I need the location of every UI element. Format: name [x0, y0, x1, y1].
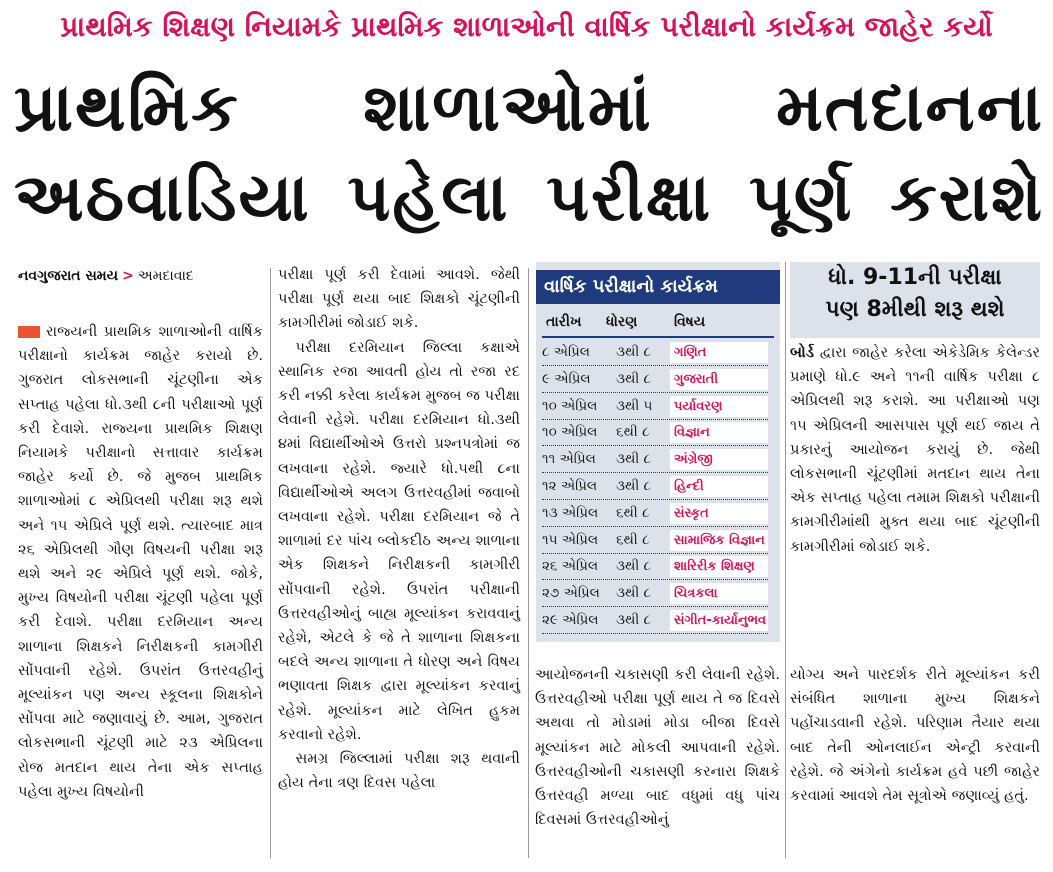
sidebar-lead: બોર્ડ: [790, 343, 815, 361]
schedule-subject: હિન્દી: [670, 476, 768, 497]
schedule-date: ૧૦ એપ્રિલ: [542, 397, 598, 414]
schedule-date: ૧૩ એપ્રિલ: [542, 504, 599, 521]
schedule-date: ૧૫ એપ્રિલ: [542, 531, 599, 548]
byline-arrow: >: [122, 268, 134, 284]
schedule-row: [542, 369, 774, 391]
row-separator: [542, 526, 768, 527]
schedule-date: ૯ એપ્રિલ: [542, 370, 591, 387]
paragraph: પરીક્ષા દરમિયાન જિલ્લા કક્ષાએ સ્થાનિક રજા આવતી હોય તો રજા રદ કરી નક્કી કરેલા કાર્યક્રમ મુજબ જ પરીક્ષા લેવાની રહેશે. પરીક્ષા દરમિયાન ધો.૩થી ૪માં વિદ્યાર્થીઓએ ઉત્તરો પ્રશ્નપત્રોમાં જ લખવાના રહેશે. જ્યારે ધો.૫થી ૮ના વિદ્યાર્થીઓએ અલગ ઉત્તરવહીમાં જવાબો લખવાના રહેશે. પરીક્ષા દરમિયાન જે તે શાળામાં દર પાંચ બ્લોકદીઠ અન્ય શાળાના એક શિક્ષકને નિરીક્ષકની કામગીરી સોંપવાની રહેશે. ઉપરાંત પરીક્ષાની ઉત્તરવહીઓનું બાહ્ય મૂલ્યાંકન કરાવવાનું રહેશે, એટલે કે જે તે શાળાના શિક્ષકના બદલે અન્ય શાળાના તે ધોરણ અને વિષય ભણાવતા શિક્ષક દ્વારા મૂલ્યાંકન કરવાનું રહેશે. મૂલ્યાંકન માટે લેખિત હુકમ કરવાનો રહેશે.: [278, 338, 520, 743]
schedule-date: ૨૯ એપ્રિલ: [542, 612, 599, 628]
schedule-subject: અંગ્રેજી: [670, 449, 768, 470]
row-separator: [542, 633, 768, 634]
byline: [18, 268, 194, 284]
main-headline-line-1: પ્રાથમિક શાળાઓમાં મતદાનના: [14, 69, 1044, 146]
schedule-standard: ૩થી ૮: [616, 344, 651, 360]
schedule-date: ૧૨ એપ્રિલ: [542, 478, 598, 494]
schedule-subject: શારિરીક શિક્ષણ: [670, 556, 768, 577]
schedule-subject: સંસ્કૃત: [670, 503, 768, 524]
schedule-subject: પર્યાવરણ: [670, 396, 768, 417]
schedule-date: ૧૧ એપ્રિલ: [542, 451, 596, 468]
schedule-standard: ૩થી ૮: [616, 451, 651, 468]
sidebar-heading: [790, 262, 1040, 338]
schedule-row: [542, 476, 774, 498]
schedule-standard: ૩થી ૮: [616, 585, 651, 602]
schedule-subject: ચિત્રકલા: [670, 583, 768, 604]
schedule-row: [542, 503, 774, 525]
schedule-standard: ૬થી ૮: [616, 504, 650, 521]
paragraph: પરીક્ષા પૂર્ણ કરી દેવામાં આવશે. જેથી પરીક્ષા પૂર્ણ થયા બાદ શિક્ષકો ચૂંટણીની કામગીરીમાં જોડાઈ શકે.: [278, 266, 520, 332]
byline-city: અમદાવાદ: [137, 268, 194, 284]
exam-schedule-box: [536, 262, 780, 642]
paragraph: આયોજનની ચકાસણી કરી લેવાની રહેશે. ઉત્તરવહીઓ પરીક્ષા પૂર્ણ થાય તે જ દિવસે અથવા તો મોડામાં મોડા બીજા દિવસે મૂલ્યાંકન માટે મોકલી આપવાની રહેશે. ઉત્તરવહીઓની ચકાસણી કરનારા શિક્ષકે ઉત્તરવહી મળ્યા બાદ વધુમાં વધુ પાંચ દિવસમાં ઉત્તરવહીઓનું: [535, 666, 780, 829]
schedule-row: [542, 556, 774, 578]
schedule-standard: ૩થી ૮: [616, 478, 651, 494]
schedule-header-row: [542, 312, 774, 338]
schedule-row: [542, 342, 774, 364]
column-divider: [528, 268, 529, 858]
main-headline-line-2: અઠવાડિયા પહેલા પરીક્ષા પૂર્ણ કરાશે: [14, 159, 1044, 236]
row-separator: [542, 445, 768, 446]
schedule-row: [542, 530, 774, 552]
schedule-subject: સામાજિક વિજ્ઞાન: [670, 530, 768, 551]
schedule-date: ૨૭ એપ્રિલ: [542, 585, 600, 602]
paragraph-marker-icon: [18, 326, 40, 338]
article-column-1: [18, 320, 263, 804]
schedule-date: ૧૦ એપ્રિલ: [542, 424, 598, 441]
row-separator: [542, 553, 768, 554]
schedule-subject: ગુજરાતી: [670, 369, 768, 390]
schedule-row: [542, 610, 774, 632]
row-separator: [542, 499, 768, 500]
paragraph: યોગ્ય અને પારદર્શક રીતે મૂલ્યાંકન કરી સંબંધિત શાળાના મુખ્ય શિક્ષકને પહોંચાડવાની રહેશે. પરિણામ તૈયાર થયા બાદ તેની ઓનલાઈન એન્ટ્રી કરવાની રહેશે. જે અંગેનો કાર્યક્રમ હવે પછી જાહેર કરવામાં આવશે તેમ સૂત્રોએ જણાવ્યું હતું.: [790, 666, 1040, 805]
schedule-standard: ૩થી ૮: [616, 370, 651, 387]
header-subject: વિષય: [674, 314, 706, 330]
schedule-date: ૮ એપ્રિલ: [542, 344, 590, 360]
sidebar-body: દ્વારા જાહેર કરેલા એકેડેમિક કેલેન્ડર પ્રમાણે ધો.૯ અને ૧૧ની વાર્ષિક પરીક્ષા ૮ એપ્રિલથી શરૂ કરાશે. આ પરીક્ષાઓ પણ ૧૫ એપ્રિલની આસપાસ પૂર્ણ થઈ જાય તે પ્રકારનું આયોજન કરાયું છે. જેથી લોકસભાની ચૂંટણીમાં મતદાન થાય તેના એક સપ્તાહ પહેલા તમામ શિક્ષકો પરીક્ષાની કામગીરીમાંથી મુક્ત થયા બાદ ચૂંટણીની કામગીરીમાં જોડાઈ શકે.: [790, 344, 1040, 555]
schedule-standard: ૬થી ૮: [616, 531, 650, 548]
row-separator: [542, 419, 768, 420]
sidebar-title-line-2: પણ 8મીથી શરૂ થશે: [825, 297, 1005, 322]
schedule-standard: ૩થી ૮: [616, 558, 651, 575]
sidebar-box: [790, 262, 1040, 642]
schedule-subject: ગણિત: [670, 342, 768, 363]
paragraph: સમગ્ર જિલ્લામાં પરીક્ષા શરૂ થવાની હોય તેના ત્રણ દિવસ પહેલા: [278, 750, 520, 792]
column-divider: [785, 262, 786, 858]
schedule-row: [542, 422, 774, 444]
byline-source: નવગુજરાત સમય: [18, 268, 119, 284]
paragraph-text: રાજ્યની પ્રાથમિક શાળાઓની વાર્ષિક પરીક્ષાનો કાર્યક્રમ જાહેર કરાયો છે. ગુજરાત લોકસભાની ચૂંટણીના એક સપ્તાહ પહેલા ધો.૩થી ૮ની પરીક્ષાઓ પૂર્ણ કરી દેવાશે. રાજ્યના પ્રાથમિક શિક્ષણ નિયામકે પરીક્ષાનો સત્તાવાર કાર્યક્રમ જાહેર કર્યો છે. જે મુજબ પ્રાથમિક શાળાઓમાં ૮ એપ્રિલથી પરીક્ષા શરૂ થશે અને ૧૫ એપ્રિલે પૂર્ણ થશે. ત્યારબાદ માત્ર ૨૬ એપ્રિલથી ગૌણ વિષયની પરીક્ષા શરૂ થશે અને ૨૯ એપ્રિલે પૂર્ણ થશે. જોકે, મુખ્ય વિષયોની પરીક્ષા ચૂંટણી પહેલા પૂર્ણ કરી દેવાશે. પરીક્ષા દરમિયાન અન્ય શાળાના શિક્ષકને નિરીક્ષકની કામગીરી સોંપવાની રહેશે. ઉપરાંત ઉત્તરવહીનું મૂલ્યાંકન પણ અન્ય સ્કૂલના શિક્ષકોને સોંપવા માટે જણાવાયું છે. આમ, ગુજરાત લોકસભાની ચૂંટણી માટે ૨૩ એપ્રિલના રોજ મતદાન થાય તેના એક સપ્તાહ પહેલા મુખ્ય વિષયોની: [18, 323, 263, 800]
article-column-4: [790, 663, 1040, 808]
paragraph: [18, 320, 263, 804]
schedule-standard: ૩થી ૮: [616, 612, 651, 628]
row-separator: [542, 472, 768, 473]
header-date: તારીખ: [546, 314, 582, 330]
schedule-row: [542, 396, 774, 418]
schedule-row: [542, 449, 774, 471]
schedule-standard: ૬થી ૮: [616, 424, 650, 441]
header-standard: ધોરણ: [606, 314, 638, 330]
row-separator: [542, 365, 768, 366]
schedule-date: ૨૬ એપ્રિલ: [542, 558, 599, 575]
column-divider: [270, 268, 271, 858]
schedule-row: [542, 583, 774, 605]
schedule-subject: સંગીત-કાર્યાનુભવ: [670, 610, 768, 631]
row-separator: [542, 392, 768, 393]
schedule-standard: ૩થી ૫: [616, 397, 653, 414]
schedule-title: વાર્ષિક પરીક્ષાનો કાર્યક્રમ: [536, 270, 780, 304]
row-separator: [542, 579, 768, 580]
article-column-3: [535, 663, 780, 832]
kicker-headline: પ્રાથમિક શિક્ષણ નિયામકે પ્રાથમિક શાળાઓની વાર્ષિક પરીક્ષાનો કાર્યક્રમ જાહેર કર્યો: [60, 10, 993, 43]
sidebar-title-line-1: ધો. 9-11ની પરીક્ષા: [828, 265, 1002, 290]
row-separator: [542, 606, 768, 607]
article-column-2: [278, 263, 520, 795]
schedule-subject: વિજ્ઞાન: [670, 422, 768, 443]
sidebar-text: [790, 340, 1040, 559]
